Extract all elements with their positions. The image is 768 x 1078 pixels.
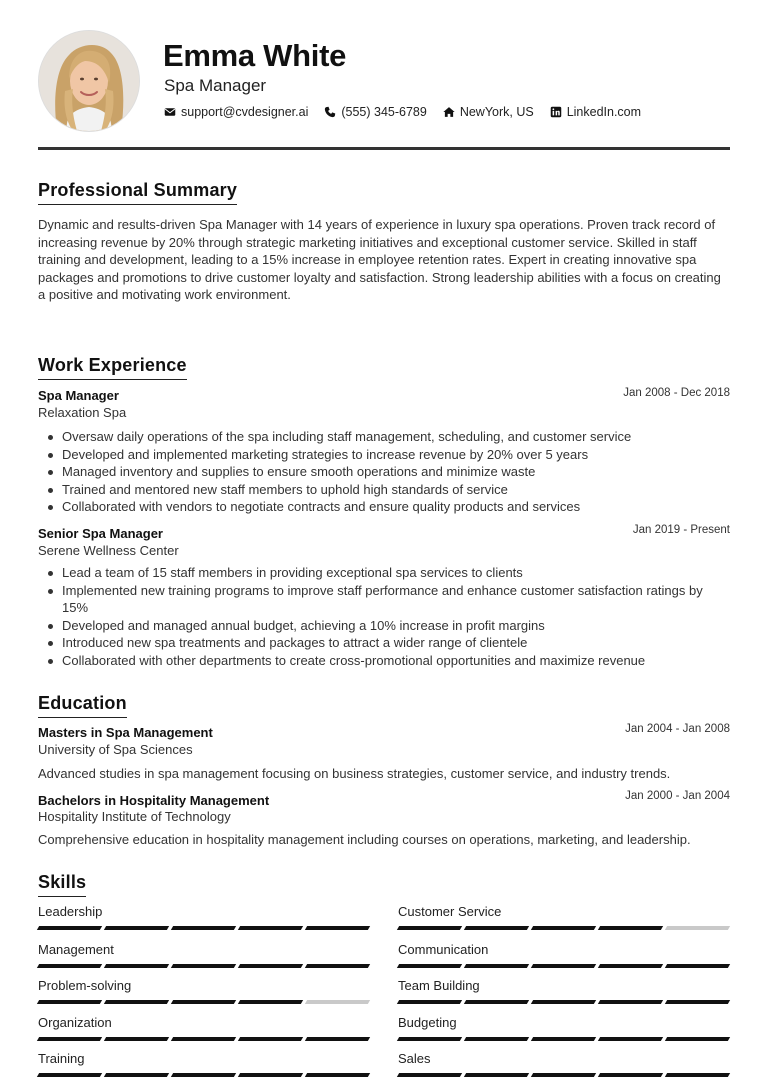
contact-email-text: support@cvdesigner.ai — [181, 105, 309, 119]
job-bullet: Developed and implemented marketing strategies to increase revenue by 20% over 5 years — [38, 446, 730, 464]
candidate-role: Spa Manager — [164, 76, 267, 95]
skill-level-segment-filled — [531, 964, 596, 968]
skill-level-segment-filled — [397, 964, 462, 968]
skill-level-segment-empty — [305, 1000, 370, 1004]
education-heading: Education — [38, 693, 127, 718]
skill-level-bar — [398, 926, 729, 930]
degree-dates: Jan 2000 - Jan 2004 — [625, 790, 730, 802]
degree-title: Masters in Spa Management — [38, 725, 213, 740]
skill-level-segment-filled — [464, 1000, 529, 1004]
experience-heading: Work Experience — [38, 355, 187, 380]
linkedin-icon — [550, 106, 562, 118]
job-bullet: Introduced new spa treatments and packages to attract a wider range of clientele — [38, 634, 730, 652]
job-bullets — [38, 564, 730, 669]
skill-level-segment-filled — [104, 1000, 169, 1004]
skill-level-segment-filled — [171, 1000, 236, 1004]
contact-email[interactable] — [164, 105, 308, 119]
job-bullet: Collaborated with vendors to negotiate contracts and ensure quality products and services — [38, 498, 730, 516]
skill-level-segment-filled — [598, 1073, 663, 1077]
skill-level-bar — [398, 964, 729, 968]
skill-level-segment-filled — [171, 926, 236, 930]
skill-name: Leadership — [38, 904, 103, 919]
skill-name: Communication — [398, 942, 489, 957]
skill-level-segment-filled — [665, 1000, 730, 1004]
degree-dates: Jan 2004 - Jan 2008 — [625, 723, 730, 735]
contact-phone[interactable] — [324, 105, 426, 119]
skill-level-segment-filled — [305, 964, 370, 968]
skill-level-segment-filled — [37, 1000, 102, 1004]
skill-level-segment-filled — [598, 1000, 663, 1004]
contact-location — [443, 105, 534, 119]
skill-level-segment-filled — [464, 964, 529, 968]
skill-level-segment-filled — [171, 964, 236, 968]
skill-level-segment-filled — [397, 926, 462, 930]
contact-linkedin[interactable] — [550, 105, 641, 119]
skill-name: Team Building — [398, 978, 480, 993]
skill-item — [38, 1015, 369, 1041]
skill-item — [38, 1051, 369, 1077]
contact-linkedin-text: LinkedIn.com — [566, 105, 642, 119]
skill-level-segment-filled — [305, 926, 370, 930]
skill-level-segment-filled — [531, 926, 596, 930]
skill-item — [398, 978, 729, 1004]
skill-level-segment-filled — [171, 1073, 236, 1077]
skill-level-bar — [38, 1073, 369, 1077]
skill-level-segment-filled — [464, 926, 529, 930]
skill-level-segment-filled — [238, 1000, 303, 1004]
resume-header — [38, 30, 730, 132]
skill-item — [398, 1051, 729, 1077]
skill-name: Sales — [398, 1051, 431, 1066]
job-bullet: Trained and mentored new staff members to uphold high standards of service — [38, 481, 730, 499]
skill-level-segment-empty — [665, 926, 730, 930]
skills-heading: Skills — [38, 872, 86, 897]
skill-level-segment-filled — [531, 1037, 596, 1041]
job-bullet: Lead a team of 15 staff members in providing exceptional spa services to clients — [38, 564, 730, 582]
home-icon — [443, 106, 455, 118]
contact-info — [164, 105, 641, 119]
skill-level-segment-filled — [665, 964, 730, 968]
profile-photo — [38, 30, 140, 132]
skill-level-segment-filled — [238, 964, 303, 968]
skill-level-segment-filled — [598, 926, 663, 930]
job-company: Relaxation Spa — [38, 405, 127, 420]
skill-level-segment-filled — [598, 1037, 663, 1041]
skill-level-segment-filled — [238, 1037, 303, 1041]
skill-level-bar — [398, 1073, 729, 1077]
skill-level-segment-filled — [665, 1037, 730, 1041]
skill-item — [38, 904, 369, 930]
skill-level-segment-filled — [397, 1037, 462, 1041]
skill-level-bar — [38, 964, 369, 968]
skill-level-bar — [398, 1000, 729, 1004]
skill-level-bar — [398, 1037, 729, 1041]
skill-level-bar — [38, 1000, 369, 1004]
skill-level-segment-filled — [104, 1073, 169, 1077]
profile-photo-illustration — [39, 31, 139, 131]
skill-item — [398, 904, 729, 930]
skill-name: Problem-solving — [38, 978, 132, 993]
degree-title: Bachelors in Hospitality Management — [38, 793, 270, 808]
job-bullet: Developed and managed annual budget, achieving a 10% increase in profit margins — [38, 617, 730, 635]
job-bullet: Collaborated with other departments to create cross-promotional opportunities and maximize revenue — [38, 652, 730, 670]
contact-phone-text: (555) 345-6789 — [341, 105, 427, 119]
skill-name: Organization — [38, 1015, 112, 1030]
contact-location-text: NewYork, US — [459, 105, 534, 119]
skill-level-segment-filled — [37, 1037, 102, 1041]
job-bullets — [38, 428, 730, 516]
skill-level-segment-filled — [397, 1000, 462, 1004]
skill-level-segment-filled — [104, 926, 169, 930]
job-dates: Jan 2008 - Dec 2018 — [623, 387, 730, 399]
skill-level-segment-filled — [238, 1073, 303, 1077]
candidate-name: Emma White — [163, 38, 347, 73]
skill-level-segment-filled — [305, 1037, 370, 1041]
skill-item — [38, 942, 369, 968]
job-title: Senior Spa Manager — [38, 526, 163, 541]
skill-level-segment-filled — [238, 926, 303, 930]
skill-item — [38, 978, 369, 1004]
skill-level-segment-filled — [531, 1073, 596, 1077]
skill-level-bar — [38, 926, 369, 930]
skill-name: Management — [38, 942, 114, 957]
skill-name: Customer Service — [398, 904, 502, 919]
skill-level-segment-filled — [397, 1073, 462, 1077]
skill-level-segment-filled — [37, 926, 102, 930]
skill-name: Training — [38, 1051, 85, 1066]
job-company: Serene Wellness Center — [38, 543, 179, 558]
summary-heading: Professional Summary — [38, 180, 237, 205]
job-bullet: Oversaw daily operations of the spa including staff management, scheduling, and customer service — [38, 428, 730, 446]
skill-level-segment-filled — [104, 964, 169, 968]
skill-level-segment-filled — [305, 1073, 370, 1077]
phone-icon — [324, 106, 336, 118]
summary-text: Dynamic and results-driven Spa Manager with 14 years of experience in luxury spa operations. Proven track record of increasing revenue by 20% through strategic marketing initiatives and exceptional customer service. Skilled in staff training and development, leading to a 15% increase in employee retention rates. Expert in creating innovative spa packages and promotions to drive customer loyalty and satisfaction. Strong leadership abilities with a focus on creating a positive and motivating work environment. — [38, 217, 721, 302]
envelope-icon — [164, 106, 176, 118]
skill-level-bar — [38, 1037, 369, 1041]
skill-level-segment-filled — [171, 1037, 236, 1041]
skill-name: Budgeting — [398, 1015, 457, 1030]
skill-level-segment-filled — [598, 964, 663, 968]
degree-school: University of Spa Sciences — [38, 742, 193, 757]
skill-level-segment-filled — [531, 1000, 596, 1004]
skill-level-segment-filled — [665, 1073, 730, 1077]
skill-level-segment-filled — [37, 1073, 102, 1077]
skill-level-segment-filled — [464, 1073, 529, 1077]
skill-item — [398, 1015, 729, 1041]
skill-level-segment-filled — [104, 1037, 169, 1041]
skill-item — [398, 942, 729, 968]
job-bullet: Managed inventory and supplies to ensure smooth operations and minimize waste — [38, 463, 730, 481]
job-dates: Jan 2019 - Present — [632, 524, 730, 536]
degree-description: Comprehensive education in hospitality management including courses on operations, marketing, and leadership. — [38, 832, 691, 847]
skill-level-segment-filled — [37, 964, 102, 968]
degree-description: Advanced studies in spa management focusing on business strategies, customer service, and industry trends. — [38, 766, 671, 781]
skill-level-segment-filled — [464, 1037, 529, 1041]
header-divider — [38, 147, 730, 150]
job-bullet: Implemented new training programs to improve staff performance and enhance customer satisfaction ratings by 15% — [38, 582, 730, 617]
degree-school: Hospitality Institute of Technology — [38, 809, 231, 824]
job-title: Spa Manager — [38, 388, 119, 403]
